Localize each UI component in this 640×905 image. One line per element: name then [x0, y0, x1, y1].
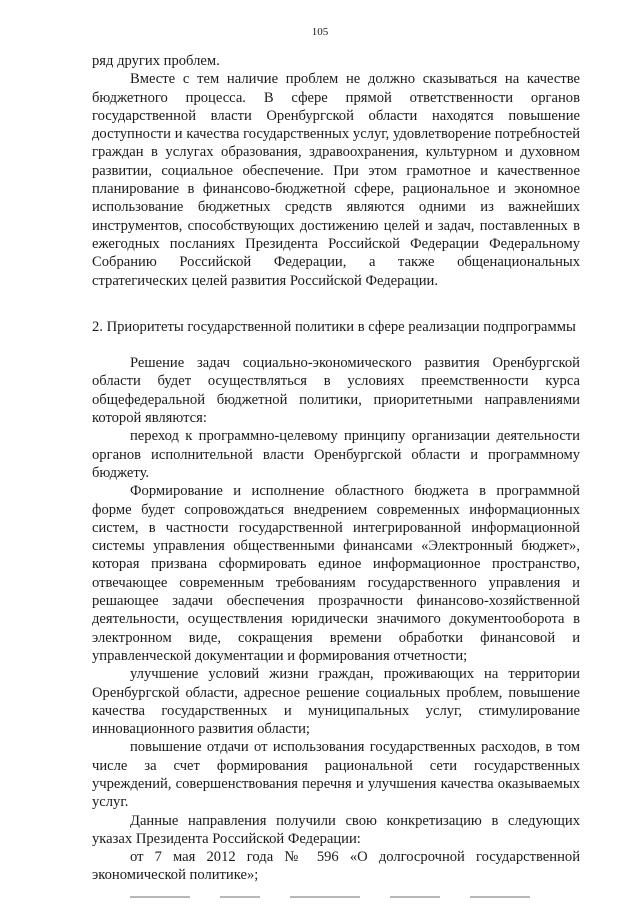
paragraph-decree-596: от 7 мая 2012 года № 596 «О долгосрочной государственной экономической политике»; — [92, 849, 580, 884]
paragraph-electronic-budget: Формирование и исполнение областного бюджета в программной форме будет сопровождаться внедрением современных информационных систем, в частности государственной интегрированной информационной системы управления общественными финансами «Электронный бюджет», которая призвана сформировать единое информационное пространство, отвечающее современным требованиям государственного управления и решающее задачи обеспечения прозрачности финансово-хозяйственной деятельности, осуществления юридически значимого документооборота в электронном виде, сокращения времени обработки финансовой и управленческой документации и формирования отчетности; — [92, 483, 580, 664]
document-body — [92, 52, 580, 885]
scan-edge-artifact — [130, 893, 550, 903]
paragraph-tasks: Решение задач социально-экономического развития Оренбургской области будет осуществляться в условиях преемственности курса общефедеральной бюджетной политики, приоритетными направлениями которой являются: — [92, 355, 580, 427]
paragraph-living-conditions: улучшение условий жизни граждан, проживающих на территории Оренбургской области, адресное решение социальных проблем, повышение качества государственных и муниципальных услуг, стимулирование инновационного развития области; — [92, 666, 580, 738]
paragraph-program-target: переход к программно-целевому принципу организации деятельности органов исполнительной власти Оренбургской области и программному бюджету. — [92, 428, 580, 481]
paragraph-continuation: ряд других проблем. — [92, 53, 220, 69]
paragraph-budget-process: Вместе с тем наличие проблем не должно сказываться на качестве бюджетного процесса. В сфере прямой ответственности органов государственной власти Оренбургской области находятся повышение доступности и качества государственных услуг, удовлетворение потребностей граждан в услугах образования, здравоохранения, культурном и духовном развитии, социальное обеспечение. При этом грамотное и качественное планирование в финансово-бюджетной сфере, рациональное и экономное использование бюджетных средств являются одними из важнейших инструментов, способствующих достижению целей и задач, поставленных в ежегодных посланиях Президента Российской Федерации Федеральному Собранию Российской Федерации, а также общенациональных стратегических целей развития Российской Федерации. — [92, 71, 580, 289]
section-heading: 2. Приоритеты государственной политики в сфере реализации подпрограммы — [92, 318, 576, 335]
paragraph-expenditure-efficiency: повышение отдачи от использования государственных расходов, в том числе за счет формирования рациональной сети государственных учреждений, совершенствования перечня и улучшения качества оказываемых услуг. — [92, 739, 580, 811]
page-number: 105 — [311, 26, 329, 38]
paragraph-decrees-intro: Данные направления получили свою конкретизацию в следующих указах Президента Российской Федерации: — [92, 812, 580, 847]
